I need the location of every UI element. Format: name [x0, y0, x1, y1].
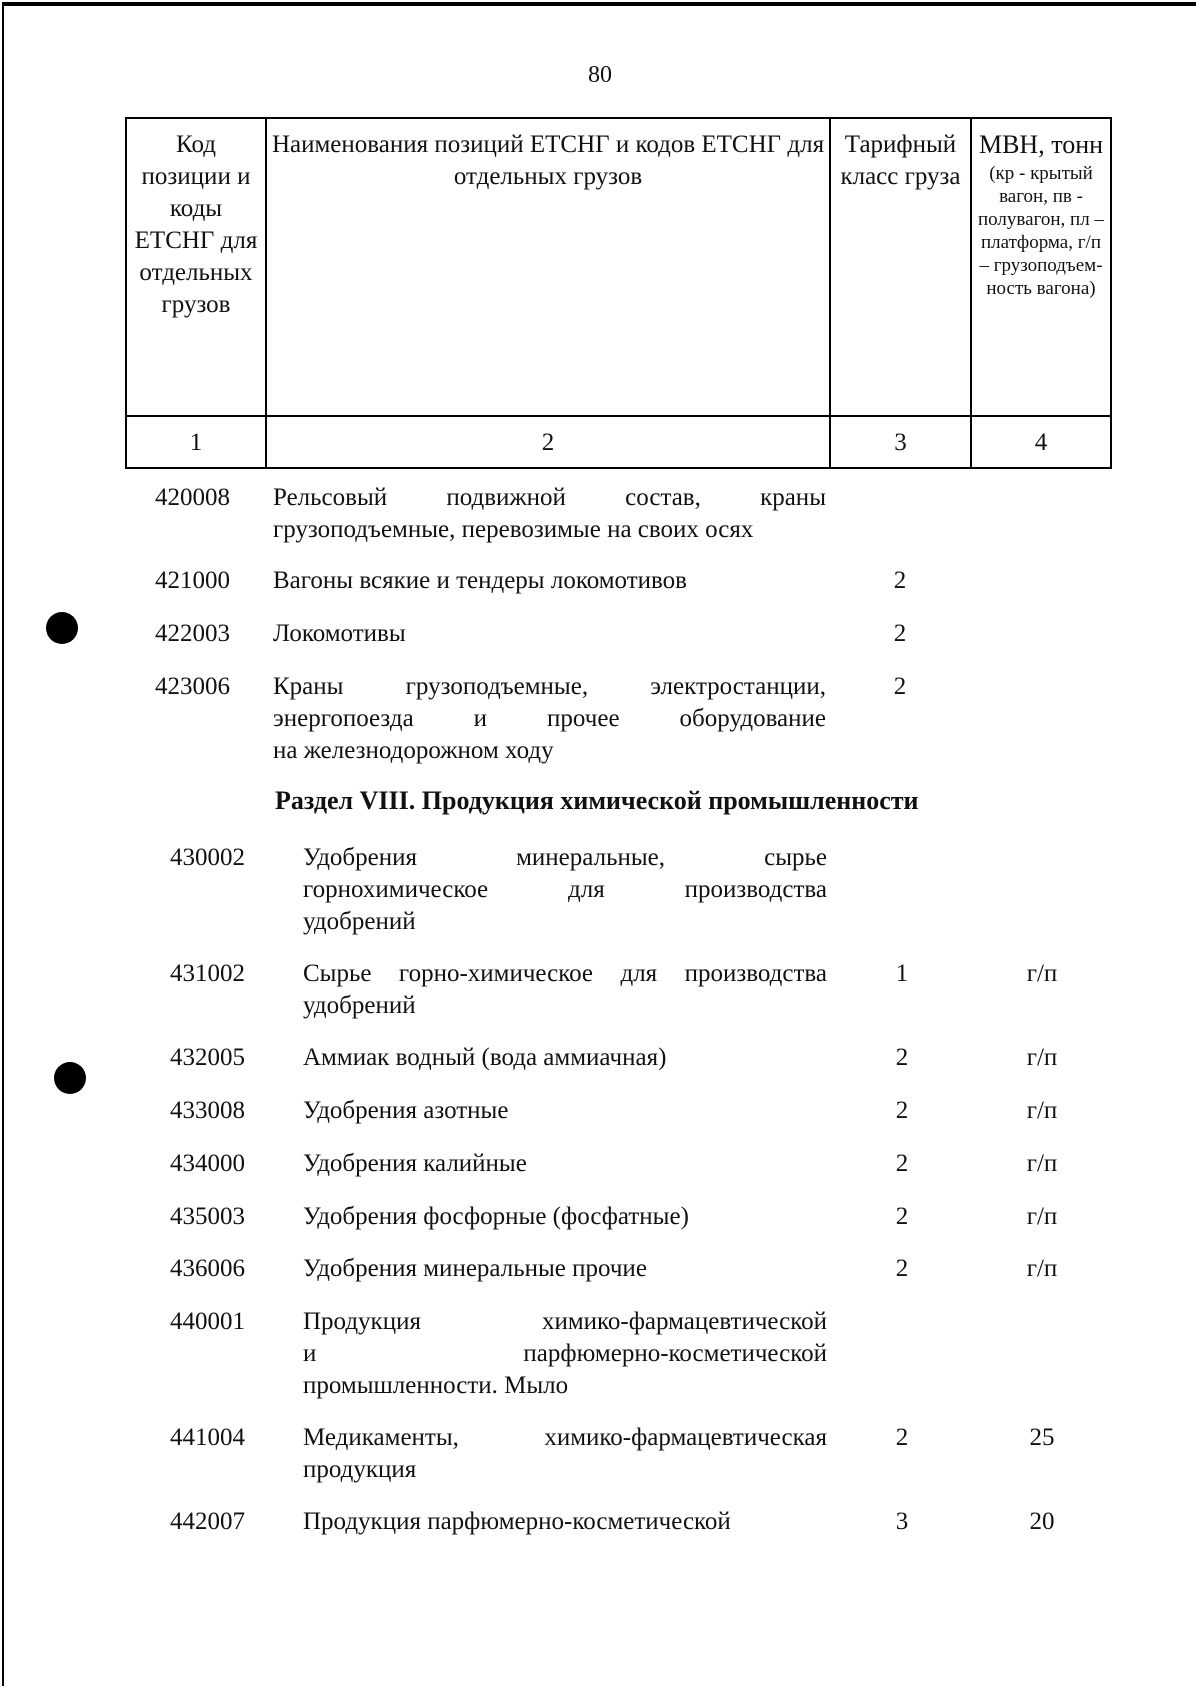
row-name-line: Удобрения азотные [303, 1097, 509, 1124]
row-name [303, 1148, 827, 1180]
row-tariff: 1 [895, 960, 909, 987]
row-code: 435003 [170, 1203, 245, 1230]
row-name-line: Удобрения минеральные, сырье [303, 844, 827, 871]
row-mvn: г/п [1026, 1255, 1058, 1282]
row-name [303, 1253, 827, 1285]
column-number: 4 [971, 416, 1111, 468]
row-name-line: Вагоны всякие и тендеры локомотивов [273, 567, 687, 594]
row-tariff: 2 [895, 1203, 909, 1230]
row-mvn: 25 [1029, 1424, 1055, 1451]
row-mvn: г/п [1026, 1044, 1058, 1071]
section-title: Раздел VIII. Продукция химической промышленности [275, 786, 919, 815]
header-mvn-sub: (кр - крытый вагон, пв - полувагон, пл – платформа, г/п – грузоподъем-ность вагона) [978, 163, 1104, 299]
row-name [273, 618, 826, 650]
header-mvn-main: МВН, тонн [978, 130, 1104, 159]
column-number: 1 [126, 416, 266, 468]
row-tariff: 2 [893, 620, 907, 647]
row-name [273, 482, 826, 546]
row-name [303, 1201, 827, 1233]
row-code: 433008 [170, 1097, 245, 1124]
punch-hole-mark [46, 612, 78, 644]
column-number: 2 [266, 416, 830, 468]
row-name-line: Сырье горно-химическое для производства [303, 960, 827, 987]
row-name-line: Удобрения калийные [303, 1150, 527, 1177]
row-tariff: 2 [893, 567, 907, 594]
row-code: 420008 [155, 484, 230, 511]
row-code: 436006 [170, 1255, 245, 1282]
table-header [125, 117, 1112, 469]
row-name [303, 1042, 827, 1074]
row-name [303, 958, 827, 1022]
row-mvn: г/п [1026, 960, 1058, 987]
row-name-line: продукция [303, 1456, 417, 1483]
row-tariff: 2 [895, 1044, 909, 1071]
row-code: 431002 [170, 960, 245, 987]
row-tariff: 2 [895, 1150, 909, 1177]
row-mvn: г/п [1026, 1097, 1058, 1124]
punch-hole-mark [54, 1062, 86, 1094]
row-name-line: промышленности. Мыло [303, 1372, 569, 1399]
row-name-line: Рельсовый подвижной состав, краны [273, 484, 826, 511]
row-name-line: Аммиак водный (вода аммиачная) [303, 1044, 667, 1071]
row-name-line: энергопоезда и прочее оборудование [273, 705, 826, 732]
row-mvn: 20 [1029, 1508, 1055, 1535]
row-code: 441004 [170, 1424, 245, 1451]
row-name [273, 671, 826, 767]
row-name-line: Локомотивы [273, 620, 406, 647]
page-number: 80 [588, 62, 612, 88]
header-name: Наименования позиций ЕТСНГ и кодов ЕТСНГ для отдельных грузов [266, 118, 830, 416]
row-code: 422003 [155, 620, 230, 647]
row-name-line: Медикаменты, химико-фармацевтическая [303, 1424, 827, 1451]
row-name-line: Продукция парфюмерно-косметической [303, 1508, 731, 1535]
column-number: 3 [830, 416, 971, 468]
row-mvn: г/п [1026, 1203, 1058, 1230]
row-name-line: Удобрения минеральные прочие [303, 1255, 647, 1282]
row-name-line: грузоподъемные, перевозимые на своих осях [273, 516, 754, 543]
row-name-line: Удобрения фосфорные (фосфатные) [303, 1203, 689, 1230]
row-name [303, 1306, 827, 1402]
row-code: 432005 [170, 1044, 245, 1071]
row-tariff: 3 [895, 1508, 909, 1535]
header-tariff: Тарифный класс груза [830, 118, 971, 416]
row-code: 434000 [170, 1150, 245, 1177]
row-tariff: 2 [895, 1255, 909, 1282]
row-code: 421000 [155, 567, 230, 594]
row-name [303, 1095, 827, 1127]
row-name-line: Краны грузоподъемные, электростанции, [273, 673, 826, 700]
row-name-line: удобрений [303, 908, 416, 935]
row-tariff: 2 [895, 1424, 909, 1451]
row-name [303, 842, 827, 938]
row-name [303, 1506, 827, 1538]
row-mvn: г/п [1026, 1150, 1058, 1177]
header-mvn [971, 118, 1111, 416]
row-name [273, 565, 826, 597]
row-tariff: 2 [895, 1097, 909, 1124]
row-code: 430002 [170, 844, 245, 871]
row-tariff: 2 [893, 673, 907, 700]
row-code: 442007 [170, 1508, 245, 1535]
row-name-line: и парфюмерно-косметической [303, 1340, 827, 1367]
row-name-line: удобрений [303, 992, 416, 1019]
row-code: 423006 [155, 673, 230, 700]
row-name-line: Продукция химико-фармацевтической [303, 1308, 827, 1335]
header-code: Код позиции и коды ЕТСНГ для отдельных грузов [126, 118, 266, 416]
row-code: 440001 [170, 1308, 245, 1335]
row-name-line: на железнодорожном ходу [273, 737, 554, 764]
row-name-line: горнохимическое для производства [303, 876, 827, 903]
row-name [303, 1422, 827, 1486]
